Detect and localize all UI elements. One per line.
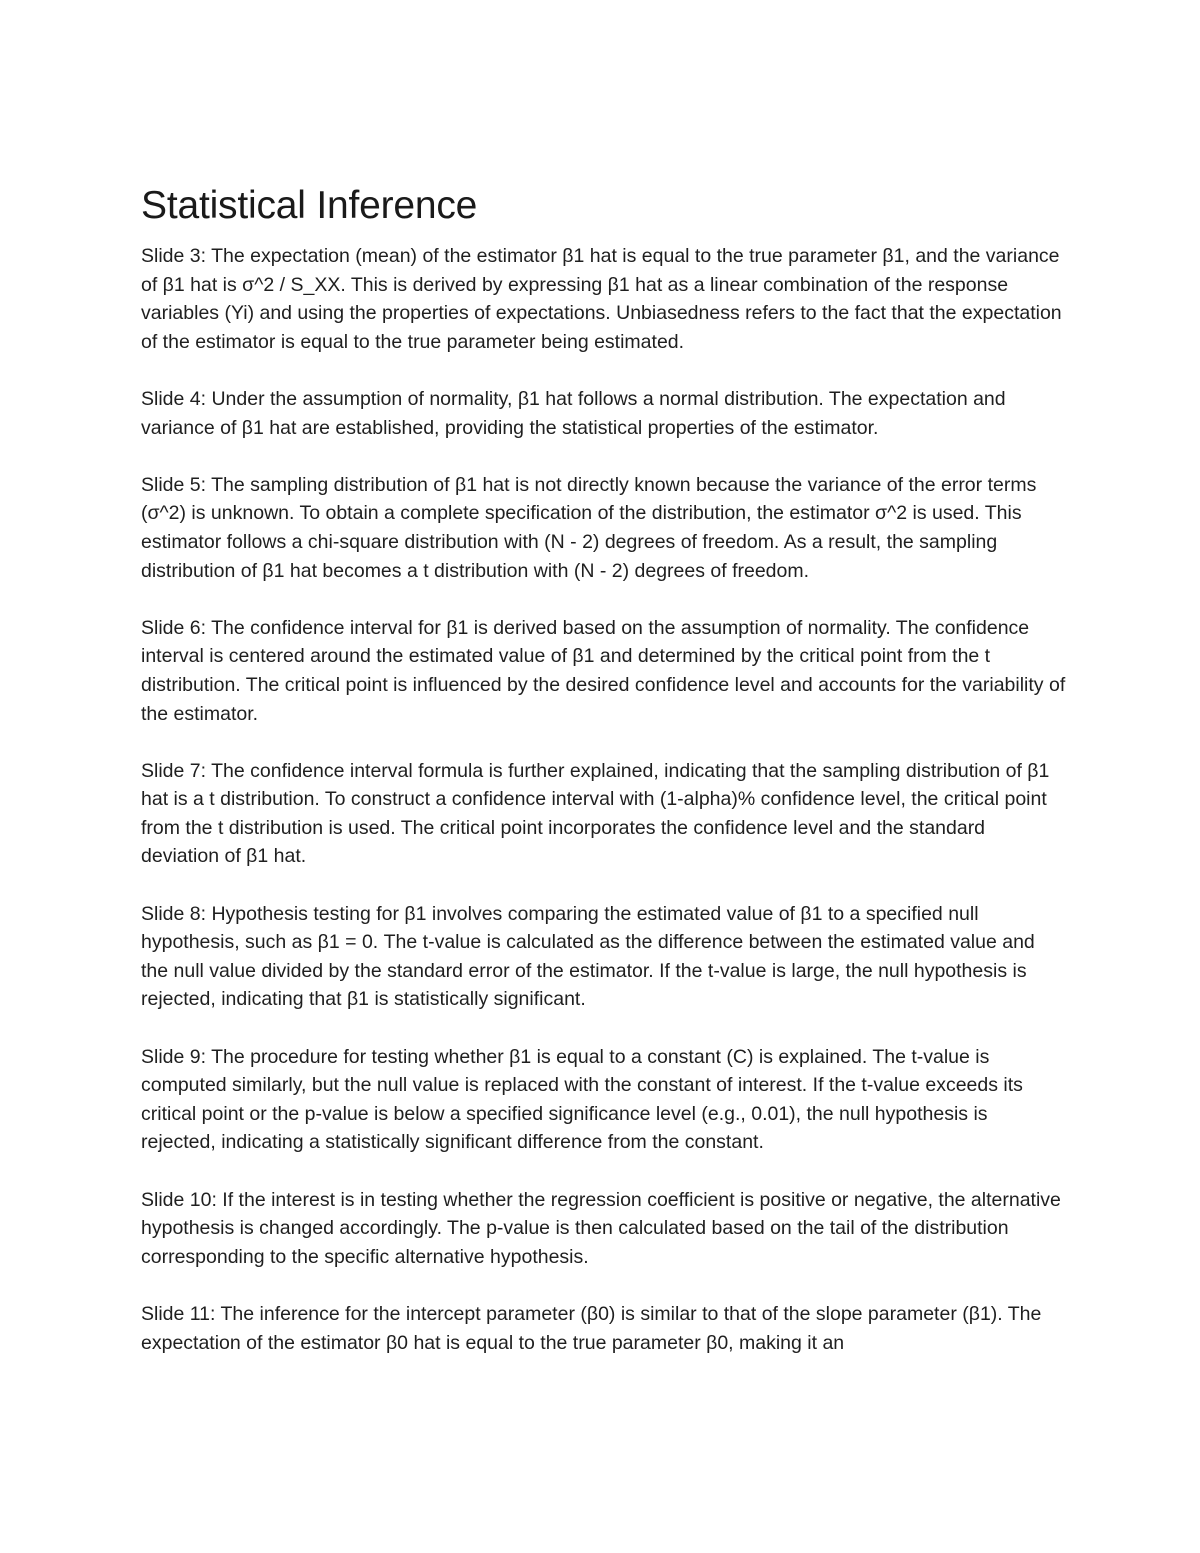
paragraph-slide-5: Slide 5: The sampling distribution of β1 hat is not directly known because the variance of the error terms (σ^2) is unknown. To obtain a complete specification of the distribution, the estimator σ^2 is used. This estimator follows a chi-square distribution with (N - 2) degrees of freedom. As a result, the sampling distribution of β1 hat becomes a t distribution with (N - 2) degrees of freedom. (141, 473, 1037, 582)
document-body (141, 183, 1066, 1386)
document-title: Statistical Inference (141, 184, 478, 227)
paragraph-slide-6: Slide 6: The confidence interval for β1 is derived based on the assumption of normality. The confidence interval is centered around the estimated value of β1 and determined by the critical point from the t distribution. The critical point is influenced by the desired confidence level and accounts for the variability of the estimator. (141, 616, 1066, 725)
paragraph-slide-7: Slide 7: The confidence interval formula is further explained, indicating that the sampling distribution of β1 hat is a t distribution. To construct a confidence interval with (1-alpha)% confidence level, the critical point from the t distribution is used. The critical point incorporates the confidence level and the standard deviation of β1 hat. (141, 759, 1050, 868)
paragraph-slide-10: Slide 10: If the interest is in testing whether the regression coefficient is positive or negative, the alternative hypothesis is changed accordingly. The p-value is then calculated based on the tail of the distribution corresponding to the specific alternative hypothesis. (141, 1188, 1061, 1268)
paragraph-slide-9: Slide 9: The procedure for testing whether β1 is equal to a constant (C) is explained. The t-value is computed similarly, but the null value is replaced with the constant of interest. If the t-value exceeds its critical point or the p-value is below a specified significance level (e.g., 0.01), the null hypothesis is rejected, indicating a statistically significant difference from the constant. (141, 1045, 1023, 1154)
paragraph-slide-11: Slide 11: The inference for the intercept parameter (β0) is similar to that of the slope parameter (β1). The expectation of the estimator β0 hat is equal to the true parameter β0, making it an (141, 1302, 1042, 1354)
paragraph-slide-8: Slide 8: Hypothesis testing for β1 involves comparing the estimated value of β1 to a specified null hypothesis, such as β1 = 0. The t-value is calculated as the difference between the estimated value and the null value divided by the standard error of the estimator. If the t-value is large, the null hypothesis is rejected, indicating that β1 is statistically significant. (141, 902, 1035, 1011)
paragraph-slide-4: Slide 4: Under the assumption of normality, β1 hat follows a normal distribution. The expectation and variance of β1 hat are established, providing the statistical properties of the estimator. (141, 387, 1006, 439)
paragraph-slide-3: Slide 3: The expectation (mean) of the estimator β1 hat is equal to the true parameter β1, and the variance of β1 hat is σ^2 / S_XX. This is derived by expressing β1 hat as a linear combination of the response variables (Yi) and using the properties of expectations. Unbiasedness refers to the fact that the expectation of the estimator is equal to the true parameter being estimated. (141, 245, 1062, 353)
